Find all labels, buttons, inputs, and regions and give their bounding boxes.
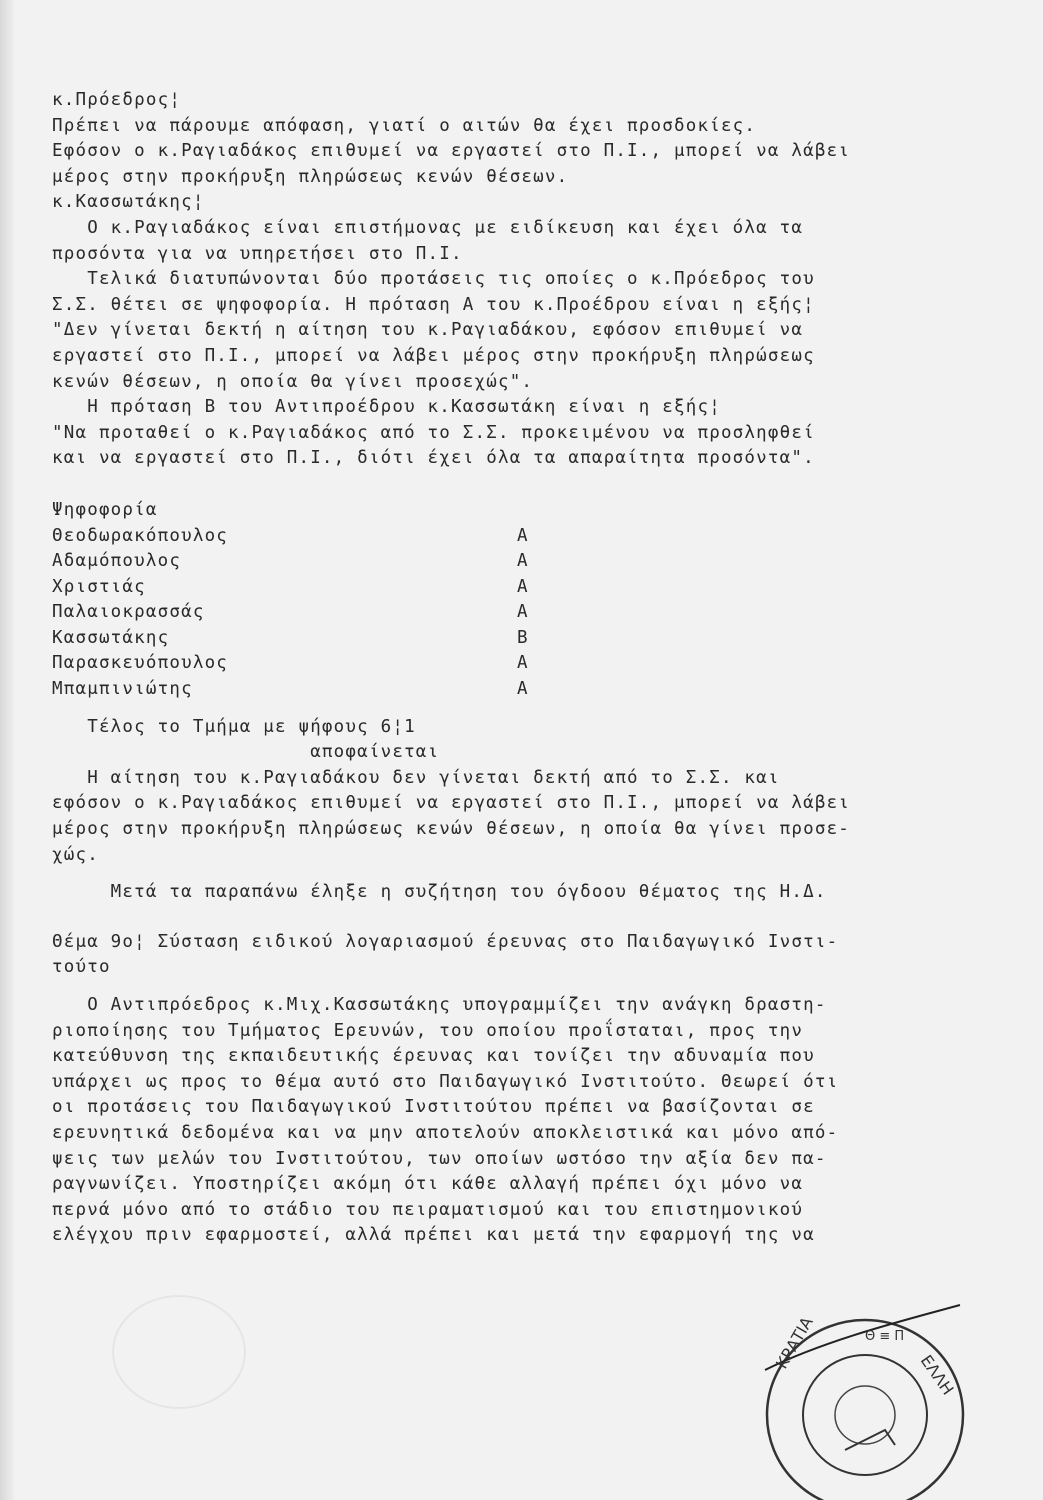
discussion-line: Εφόσον ο κ.Ραγιαδάκος επιθυμεί να εργαστεί στο Π.Ι., μπορεί να λάβει [52, 141, 851, 162]
topic-text-line: ερευνητικά δεδομένα και να μην αποτελούν αποκλειστικά και μόνο από- [52, 1122, 839, 1143]
voter-name: Αδαμόπουλος [52, 551, 182, 572]
closing-line: Μετά τα παραπάνω έληξε η συζήτηση του όγδοου θέματος της Η.Δ. [52, 882, 827, 903]
voter-name: Θεοδωρακόπουλος [52, 525, 229, 546]
discussion-line: εργαστεί στο Π.Ι., μπορεί να λάβει μέρος στην προκήρυξη πληρώσεως [52, 345, 815, 366]
decision-block [52, 715, 952, 869]
discussion-line: Σ.Σ. θέτει σε ψηφοφορία. Η πρόταση Α του κ.Προέδρου είναι η εξής¦ [52, 294, 815, 315]
decision-line: χώς. [52, 844, 99, 865]
vote-table [52, 524, 952, 703]
discussion-line: κ.Κασσωτάκης¦ [52, 192, 205, 213]
voter-name: Κασσωτάκης [52, 627, 170, 648]
voter-name: Μπαμπινιώτης [52, 679, 193, 700]
topic-9-text [52, 993, 952, 1249]
vote-value: Α [517, 679, 529, 700]
vote-row [52, 600, 952, 626]
vote-row [52, 651, 952, 677]
topic-text-line: κατεύθυνση της εκπαιδευτικής έρευνας και τονίζει την αδυναμία που [52, 1046, 815, 1067]
vote-title: Ψηφοφορία [52, 499, 158, 520]
minutes-discussion-block [52, 88, 952, 472]
discussion-line: Πρέπει να πάρουμε απόφαση, γιατί ο αιτών θα έχει προσδοκίες. [52, 115, 757, 136]
vote-value: Α [517, 525, 529, 546]
vote-row [52, 677, 952, 703]
topic-heading-line: Θέμα 9ο¦ Σύσταση ειδικού λογαριασμού έρευνας στο Παιδαγωγικό Ινστι- [52, 931, 839, 952]
discussion-line: Ο κ.Ραγιαδάκος είναι επιστήμονας με ειδίκευση και έχει όλα τα [52, 217, 804, 238]
topic-text-line: ριοποίησης του Τμήματος Ερευνών, του οποίου προΐσταται, προς την [52, 1020, 804, 1041]
svg-text:ΕΛΛΗ: ΕΛΛΗ [916, 1351, 958, 1399]
decision-line: αποφαίνεται [52, 742, 440, 763]
svg-text:Θ ≡ Π: Θ ≡ Π [865, 1329, 905, 1344]
vote-value: Α [517, 551, 529, 572]
discussion-line: κενών θέσεων, η οποία θα γίνει προσεχώς". [52, 371, 534, 392]
decision-line: Τέλος το Τμήμα με ψήφους 6¦1 [52, 716, 416, 737]
vote-row [52, 575, 952, 601]
topic-text-line: ελέγχου πριν εφαρμοστεί, αλλά πρέπει και μετά την εφαρμογή της να [52, 1225, 815, 1246]
vote-value: Α [517, 602, 529, 623]
discussion-line: "Δεν γίνεται δεκτή η αίτηση του κ.Ραγιαδάκου, εφόσον επιθυμεί να [52, 320, 804, 341]
decision-line: Η αίτηση του κ.Ραγιαδάκου δεν γίνεται δεκτή από το Σ.Σ. και [52, 767, 780, 788]
topic-text-line: οι προτάσεις του Παιδαγωγικού Ινστιτούτου πρέπει να βασίζονται σε [52, 1097, 815, 1118]
topic-text-line: Ο Αντιπρόεδρος κ.Μιχ.Κασσωτάκης υπογραμμίζει την ανάγκη δραστη- [52, 995, 827, 1015]
topic-9-heading [52, 930, 952, 981]
voter-name: Παλαιοκρασσάς [52, 602, 205, 623]
topic-text-line: ψεις των μελών του Ινστιτούτου, των οποίων ωστόσο την αξία δεν πα- [52, 1148, 827, 1169]
discussion-line: μέρος στην προκήρυξη πληρώσεως κενών θέσεων. [52, 166, 569, 187]
bleed-through-stamp [112, 1295, 246, 1409]
vote-value: Β [517, 627, 529, 648]
discussion-line: προσόντα για να υπηρετήσει στο Π.Ι. [52, 243, 463, 264]
topic-text-line: υπάρχει ως προς το θέμα αυτό στο Παιδαγωγικό Ινστιτούτο. Θεωρεί ότι [52, 1071, 839, 1092]
topic-text-line: περνά μόνο από το στάδιο του πειραματισμού και του επιστημονικού [52, 1199, 804, 1220]
official-seal-stamp [745, 1300, 975, 1500]
discussion-line: και να εργαστεί στο Π.Ι., διότι έχει όλα τα απαραίτητα προσόντα". [52, 448, 815, 469]
vote-row [52, 549, 952, 575]
discussion-line: Η πρόταση Β του Αντιπροέδρου κ.Κασσωτάκη είναι η εξής¦ [52, 397, 721, 418]
vote-row [52, 626, 952, 652]
voter-name: Χριστιάς [52, 576, 146, 597]
discussion-line: Τελικά διατυπώνονται δύο προτάσεις τις οποίες ο κ.Πρόεδρος του [52, 269, 815, 290]
decision-line: μέρος στην προκήρυξη πληρώσεως κενών θέσεων, η οποία θα γίνει προσε- [52, 819, 851, 840]
svg-text:ΚΡΑΤΙΑ: ΚΡΑΤΙΑ [772, 1313, 817, 1372]
vote-value: Α [517, 576, 529, 597]
discussion-line: "Να προταθεί ο κ.Ραγιαδάκος από το Σ.Σ. προκειμένου να προσληφθεί [52, 422, 815, 443]
vote-value: Α [517, 653, 529, 674]
decision-line: εφόσον ο κ.Ραγιαδάκος επιθυμεί να εργαστεί στο Π.Ι., μπορεί να λάβει [52, 793, 851, 814]
voter-name: Παρασκευόπουλος [52, 653, 229, 674]
topic-text-line: ραγνωνίζει. Υποστηρίζει ακόμη ότι κάθε αλλαγή πρέπει όχι μόνο να [52, 1174, 804, 1195]
vote-row [52, 524, 952, 550]
document-body [52, 88, 952, 1249]
topic-heading-line: τούτο [52, 957, 111, 978]
page-edge-shadow [0, 0, 14, 1500]
discussion-line: κ.Πρόεδρος¦ [52, 90, 182, 110]
